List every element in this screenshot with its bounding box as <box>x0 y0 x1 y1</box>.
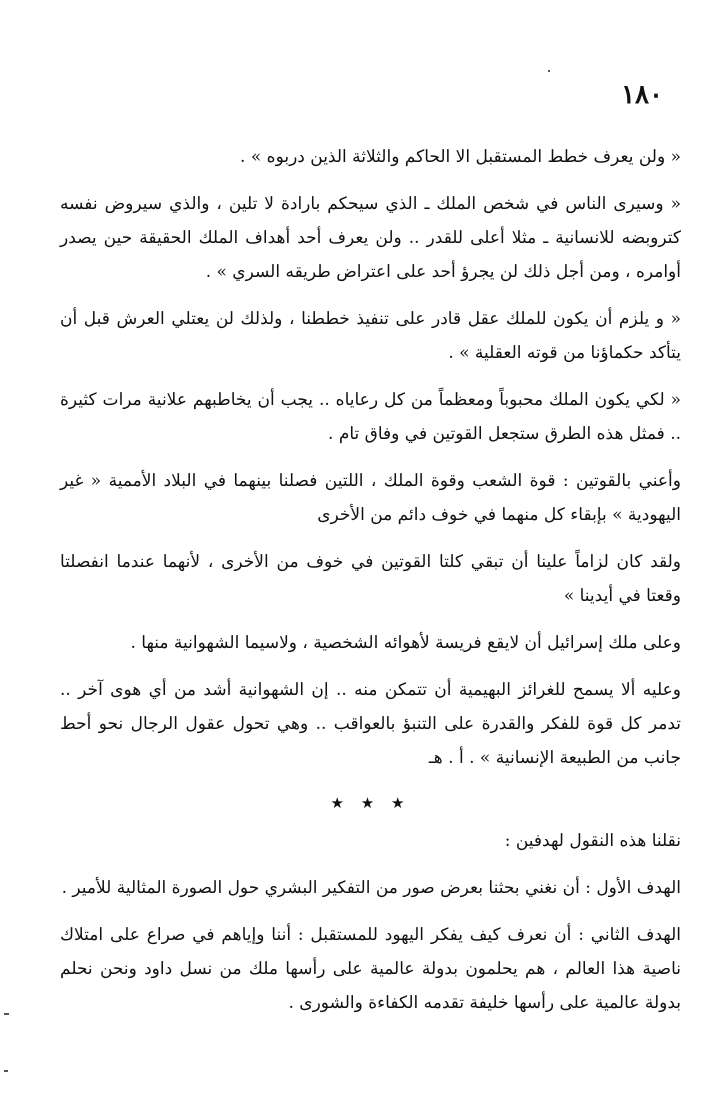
paragraph: نقلنا هذه النقول لهدفين : <box>504 831 681 851</box>
scan-speck <box>548 70 550 72</box>
page-number: ١٨٠ <box>621 80 663 110</box>
scan-speck <box>4 1013 9 1015</box>
paragraph: « وسيرى الناس في شخص الملك ـ الذي سيحكم بارادة لا تلين ، والذي سيروض نفسه كتروبضه للانسانية ـ مثلا أعلى للقدر .. ولن يعرف أحد أهداف الملك الحقيقة حين يصدر أوامره ، ومن أجل ذلك لن يجرؤ أحد على اعتراض طريقه السري » . <box>60 194 681 282</box>
paragraph: « و يلزم أن يكون للملك عقل قادر على تنفيذ خططنا ، ولذلك لن يعتلي العرش قبل أن يتأكد حكماؤنا من قوته العقلية » . <box>60 309 681 363</box>
section-separator: ★ ★ ★ <box>330 794 411 812</box>
paragraph: وعلى ملك إسرائيل أن لايقع فريسة لأهوائه الشخصية ، ولاسيما الشهوانية منها . <box>130 633 681 653</box>
scan-speck <box>4 1070 8 1072</box>
paragraph: الهدف الثاني : أن نعرف كيف يفكر اليهود للمستقبل : أننا وإياهم في صراع على امتلاك ناصية هذا العالم ، هم يحلمون بدولة عالمية على رأسها ملك من نسل داود ونحن نحلم بدولة عالمية على رأسها خليفة تقدمه الكفاءة والشورى . <box>60 925 681 1013</box>
body-text <box>60 140 681 1033</box>
paragraph: وأعني بالقوتين : قوة الشعب وقوة الملك ، اللتين فصلنا بينهما في البلاد الأممية « غير اليهودية » بإبقاء كل منهما في خوف دائم من الأخرى <box>60 471 681 525</box>
paragraph: ولقد كان لزاماً علينا أن تبقي كلتا القوتين في خوف من الأخرى ، لأنهما عندما انفصلتا وقعتا في أيدينا » <box>60 552 681 606</box>
paragraph: « لكي يكون الملك محبوباً ومعظماً من كل رعاياه .. يجب أن يخاطبهم علانية مرات كثيرة .. فمثل هذه الطرق ستجعل القوتين في وفاق تام . <box>60 390 681 444</box>
paragraph: الهدف الأول : أن نغني بحثنا بعرض صور من التفكير البشري حول الصورة المثالية للأمير . <box>61 878 681 898</box>
paragraph: « ولن يعرف خطط المستقبل الا الحاكم والثلاثة الذين دربوه » . <box>240 147 681 167</box>
paragraph: وعليه ألا يسمح للغرائز البهيمية أن تتمكن منه .. إن الشهوانية أشد من أي هوى آخر .. تدمر كل قوة للفكر والقدرة على التنبؤ بالعواقب .. وهي تحول عقول الرجال نحو أحط جانب من الطبيعة الإنسانية » . أ . هـ <box>60 680 681 768</box>
